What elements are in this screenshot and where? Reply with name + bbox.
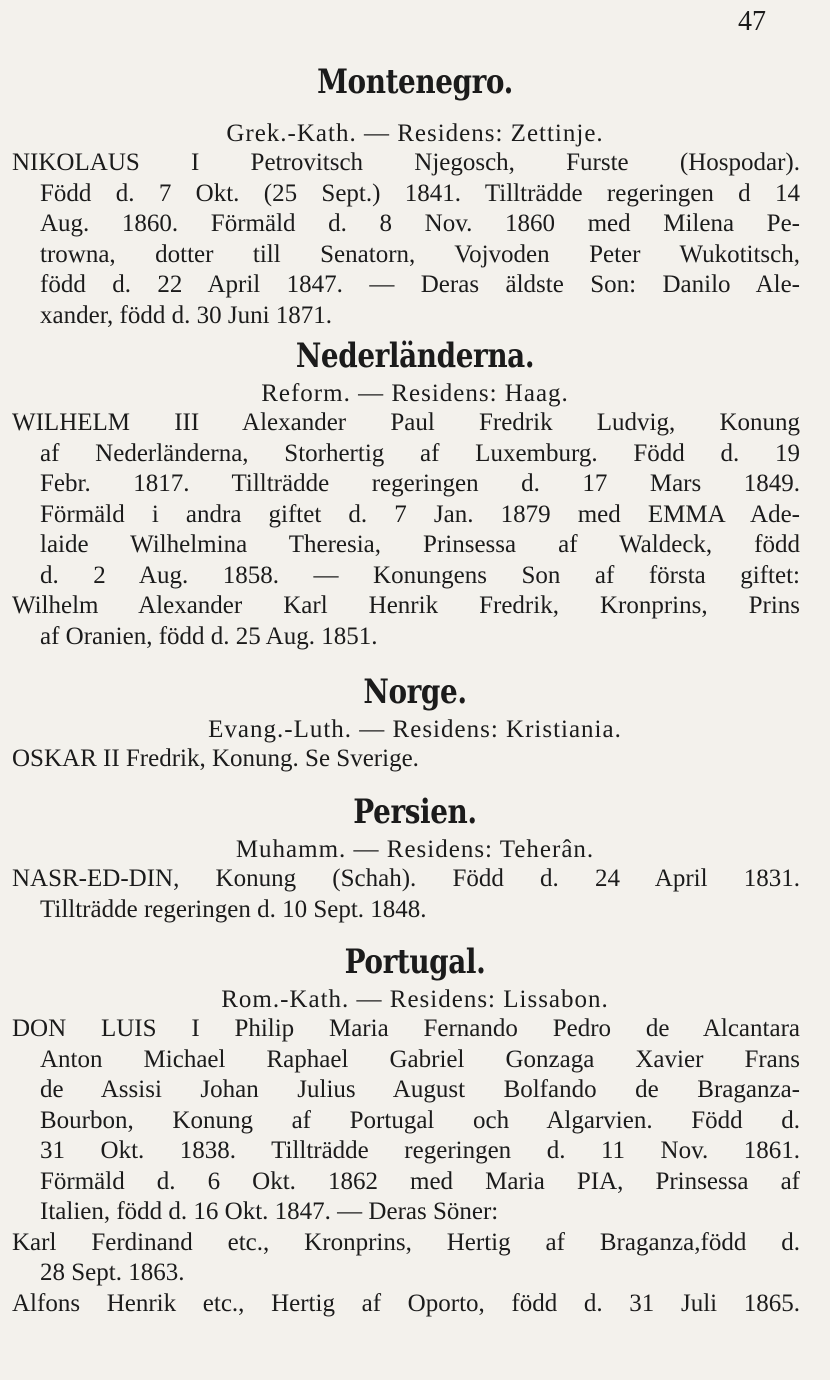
entry-line: Wilhelm Alexander Karl Henrik Fredrik, Kronprins, Prins bbox=[12, 592, 800, 619]
entry-line: 31 Okt. 1838. Tillträdde regeringen d. 11 Nov. 1861. bbox=[40, 1137, 800, 1164]
section-meta: Reform. — Residens: Haag. bbox=[261, 380, 569, 407]
entry-line: Förmäld d. 6 Okt. 1862 med Maria PIA, Prinsessa af bbox=[40, 1167, 800, 1195]
entry-line: Anton Michael Raphael Gabriel Gonzaga Xavier Frans bbox=[40, 1045, 800, 1073]
entry-line: NASR-ED-DIN, Konung (Schah). Född d. 24 April 1831. bbox=[12, 865, 800, 892]
entry-line: af Nederländerna, Storhertig af Luxemburg. Född d. 19 bbox=[40, 439, 800, 467]
entry-text bbox=[0, 408, 830, 652]
section-heading: Norge. bbox=[363, 672, 467, 712]
entry-line: Febr. 1817. Tillträdde regeringen d. 17 Mars 1849. bbox=[40, 470, 800, 497]
section-portugal bbox=[0, 942, 830, 1319]
entry-line: Karl Ferdinand etc., Kronprins, Hertig af Braganza,född d. bbox=[12, 1228, 800, 1256]
entry-line: Aug. 1860. Förmäld d. 8 Nov. 1860 med Milena Pe- bbox=[40, 210, 800, 237]
section-persien bbox=[0, 792, 830, 925]
entry-line: DON LUIS I Philip Maria Fernando Pedro de Alcantara bbox=[12, 1015, 800, 1042]
entry-line: laide Wilhelmina Theresia, Prinsessa af Waldeck, född bbox=[40, 531, 800, 558]
entry-line: de Assisi Johan Julius August Bolfando de Braganza- bbox=[40, 1076, 800, 1103]
entry-line: af Oranien, född d. 25 Aug. 1851. bbox=[40, 622, 378, 650]
entry-line: Alfons Henrik etc., Hertig af Oporto, född d. 31 Juli 1865. bbox=[12, 1289, 800, 1317]
entry-line: född d. 22 April 1847. — Deras äldste Son: Danilo Ale- bbox=[40, 271, 800, 298]
entry-text bbox=[0, 148, 830, 331]
entry-line: NIKOLAUS I Petrovitsch Njegosch, Furste (Hospodar). bbox=[12, 149, 800, 176]
entry-line: Förmäld i andra giftet d. 7 Jan. 1879 med EMMA Ade- bbox=[40, 500, 800, 528]
entry-line: trowna, dotter till Senatorn, Vojvoden Peter Wukotitsch, bbox=[40, 240, 800, 268]
section-meta: Muhamm. — Residens: Teherân. bbox=[235, 836, 595, 863]
entry-line: Italien, född d. 16 Okt. 1847. — Deras Söner: bbox=[40, 1198, 499, 1225]
section-norge bbox=[0, 672, 830, 775]
entry-text bbox=[0, 1014, 830, 1319]
entry-line: d. 2 Aug. 1858. — Konungens Son af första giftet: bbox=[40, 561, 800, 589]
section-heading: Portugal. bbox=[344, 942, 486, 982]
section-meta: Rom.-Kath. — Residens: Lissabon. bbox=[221, 986, 609, 1013]
entry-line: Född d. 7 Okt. (25 Sept.) 1841. Tillträdde regeringen d 14 bbox=[40, 179, 800, 207]
entry-line: OSKAR II Fredrik, Konung. Se Sverige. bbox=[12, 745, 419, 772]
entry-text bbox=[0, 744, 830, 775]
section-heading: Persien. bbox=[353, 792, 477, 832]
section-heading: Nederländerna. bbox=[295, 336, 535, 376]
section-nederlanderna bbox=[0, 336, 830, 652]
section-meta: Evang.-Luth. — Residens: Kristiania. bbox=[208, 716, 622, 743]
page-number: 47 bbox=[738, 6, 766, 37]
entry-line: Tillträdde regeringen d. 10 Sept. 1848. bbox=[40, 895, 427, 923]
section-meta: Grek.-Kath. — Residens: Zettinje. bbox=[226, 120, 604, 147]
section-montenegro bbox=[0, 62, 830, 331]
entry-text bbox=[0, 864, 830, 925]
section-heading: Montenegro. bbox=[317, 62, 513, 102]
entry-line: 28 Sept. 1863. bbox=[40, 1259, 185, 1286]
entry-line: xander, född d. 30 Juni 1871. bbox=[40, 301, 333, 329]
entry-line: Bourbon, Konung af Portugal och Algarvien. Född d. bbox=[40, 1106, 800, 1134]
entry-line: WILHELM III Alexander Paul Fredrik Ludvig, Konung bbox=[12, 409, 800, 436]
